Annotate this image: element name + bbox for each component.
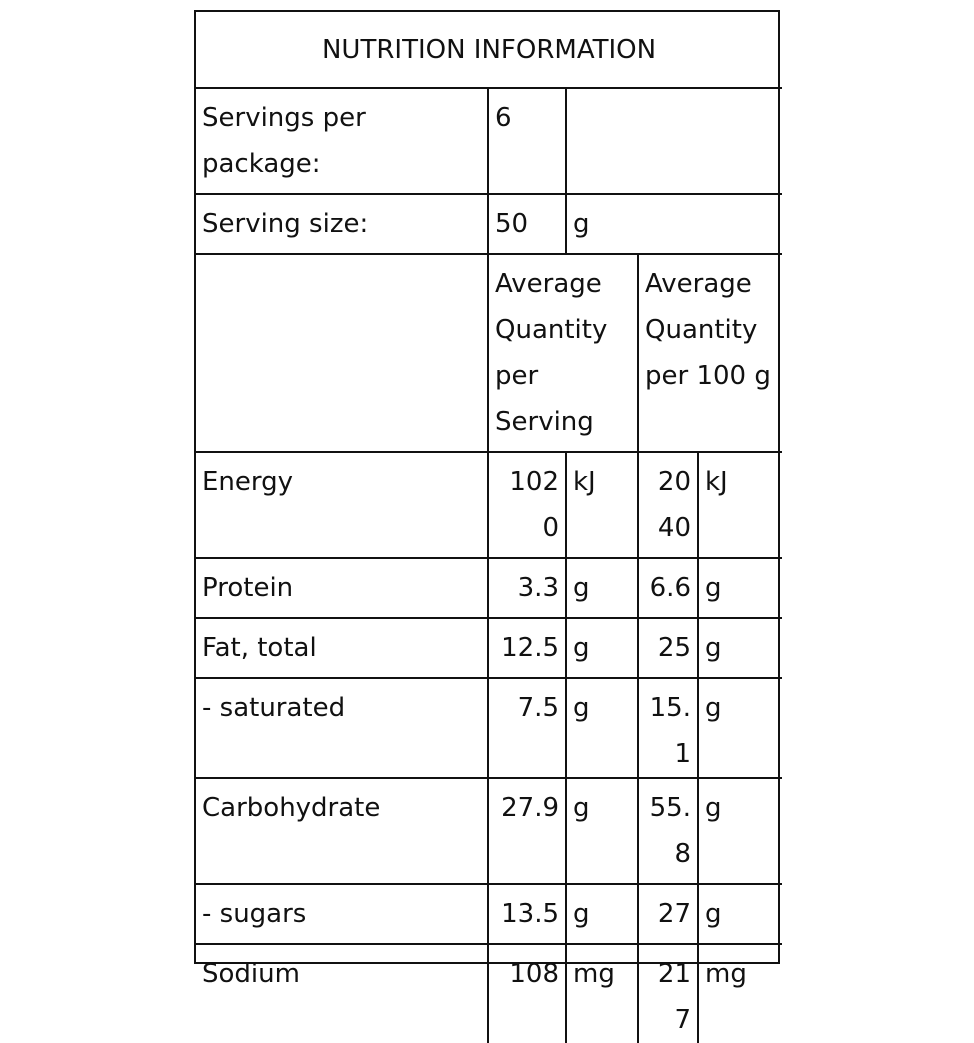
serving-size-value: 50 bbox=[488, 194, 566, 254]
nutrient-row bbox=[196, 884, 782, 944]
per-serving-value: 3.3 bbox=[488, 558, 566, 618]
title-row bbox=[196, 12, 782, 88]
nutrient-row bbox=[196, 944, 782, 1043]
nutrient-row bbox=[196, 778, 782, 884]
servings-per-package-value: 6 bbox=[488, 88, 566, 194]
per-serving-unit: g bbox=[566, 884, 638, 944]
per-100g-value: 25 bbox=[638, 618, 698, 678]
per-serving-unit: g bbox=[566, 558, 638, 618]
per-100g-unit: g bbox=[698, 558, 782, 618]
nutrition-panel bbox=[194, 10, 780, 1035]
per-serving-unit: g bbox=[566, 618, 638, 678]
nutrition-table bbox=[196, 12, 782, 1043]
per-serving-unit: kJ bbox=[566, 452, 638, 558]
per-100g-unit: g bbox=[698, 884, 782, 944]
per-serving-value: 13.5 bbox=[488, 884, 566, 944]
per-100g-value: 15.1 bbox=[638, 678, 698, 778]
per-100g-value: 6.6 bbox=[638, 558, 698, 618]
per-100g-value: 55.8 bbox=[638, 778, 698, 884]
nutrient-name: Energy bbox=[196, 452, 488, 558]
per-serving-value: 27.9 bbox=[488, 778, 566, 884]
nutrient-name: - saturated bbox=[196, 678, 488, 778]
per-serving-unit: g bbox=[566, 678, 638, 778]
serving-size-label: Serving size: bbox=[196, 194, 488, 254]
per-serving-unit: mg bbox=[566, 944, 638, 1043]
per-serving-unit: g bbox=[566, 778, 638, 884]
header-per-serving: Average Quantity per Serving bbox=[488, 254, 638, 452]
nutrient-row bbox=[196, 678, 782, 778]
per-serving-value: 12.5 bbox=[488, 618, 566, 678]
per-100g-unit: g bbox=[698, 778, 782, 884]
nutrient-name: - sugars bbox=[196, 884, 488, 944]
nutrient-name: Carbohydrate bbox=[196, 778, 488, 884]
per-100g-value: 2040 bbox=[638, 452, 698, 558]
per-serving-value: 7.5 bbox=[488, 678, 566, 778]
per-serving-value: 108 bbox=[488, 944, 566, 1043]
panel-title: NUTRITION INFORMATION bbox=[196, 12, 782, 88]
per-100g-value: 27 bbox=[638, 884, 698, 944]
per-100g-value: 217 bbox=[638, 944, 698, 1043]
per-100g-unit: mg bbox=[698, 944, 782, 1043]
header-per-100g: Average Quantity per 100 g bbox=[638, 254, 782, 452]
nutrient-name: Fat, total bbox=[196, 618, 488, 678]
nutrient-row bbox=[196, 452, 782, 558]
nutrient-row bbox=[196, 618, 782, 678]
per-serving-value: 1020 bbox=[488, 452, 566, 558]
column-header-row bbox=[196, 254, 782, 452]
serving-size-row bbox=[196, 194, 782, 254]
servings-per-package-label: Servings per package: bbox=[196, 88, 488, 194]
servings-per-package-blank bbox=[566, 88, 782, 194]
servings-row bbox=[196, 88, 782, 194]
nutrient-row bbox=[196, 558, 782, 618]
serving-size-unit: g bbox=[566, 194, 782, 254]
nutrient-name: Protein bbox=[196, 558, 488, 618]
per-100g-unit: g bbox=[698, 678, 782, 778]
per-100g-unit: kJ bbox=[698, 452, 782, 558]
per-100g-unit: g bbox=[698, 618, 782, 678]
nutrient-name: Sodium bbox=[196, 944, 488, 1043]
header-blank bbox=[196, 254, 488, 452]
